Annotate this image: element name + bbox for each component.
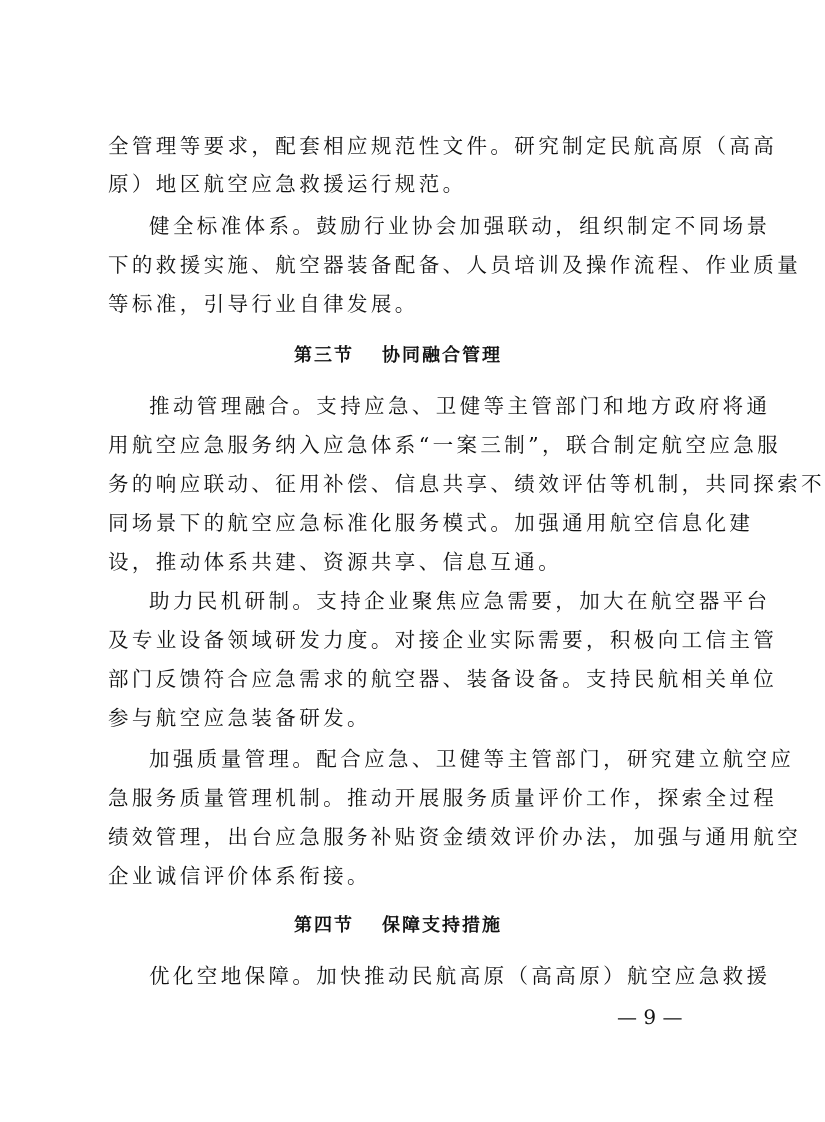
section-heading-3	[108, 342, 688, 370]
page-number: — 9 —	[617, 1005, 683, 1029]
paragraph-line: 健全标准体系。鼓励行业协会加强联动，组织制定不同场景	[149, 214, 771, 238]
paragraph-line: 优化空地保障。加快推动民航高原（高高原）航空应急救援	[149, 964, 771, 988]
paragraph-line: 绩效管理，出台应急服务补贴资金绩效评价办法，加强与通用航空	[108, 825, 802, 849]
section-title: 保障支持措施	[382, 915, 502, 936]
section-title: 协同融合管理	[382, 345, 502, 366]
paragraph-line: 及专业设备领域研发力度。对接企业实际需要，积极向工信主管	[108, 628, 778, 652]
section-number: 第三节	[294, 345, 354, 366]
paragraph-line: 原）地区航空应急救援运行规范。	[108, 172, 467, 196]
paragraph-line: 推动管理融合。支持应急、卫健等主管部门和地方政府将通	[149, 394, 771, 418]
paragraph-line: 下的救援实施、航空器装备配备、人员培训及操作流程、作业质量	[108, 253, 802, 277]
paragraph-line: 务的响应联动、征用补偿、信息共享、绩效评估等机制，共同探索不	[108, 472, 825, 496]
paragraph-line: 参与航空应急装备研发。	[108, 706, 371, 730]
paragraph-line: 同场景下的航空应急标准化服务模式。加强通用航空信息化建	[108, 511, 754, 535]
paragraph-line: 全管理等要求，配套相应规范性文件。研究制定民航高原（高高	[108, 134, 778, 158]
section-number: 第四节	[294, 915, 354, 936]
paragraph-line: 急服务质量管理机制。推动开展服务质量评价工作，探索全过程	[108, 786, 778, 810]
paragraph-line: 助力民机研制。支持企业聚焦应急需要，加大在航空器平台	[149, 589, 771, 613]
paragraph-line: 企业诚信评价体系衔接。	[108, 864, 371, 888]
paragraph-line: 部门反馈符合应急需求的航空器、装备设备。支持民航相关单位	[108, 667, 778, 691]
paragraph-line: 等标准，引导行业自律发展。	[108, 292, 419, 316]
paragraph-line: 设，推动体系共建、资源共享、信息互通。	[108, 550, 563, 574]
paragraph-line: 用航空应急服务纳入应急体系“一案三制”，联合制定航空应急服	[108, 433, 782, 457]
paragraph-line: 加强质量管理。配合应急、卫健等主管部门，研究建立航空应	[149, 747, 795, 771]
section-heading-4	[108, 912, 688, 940]
